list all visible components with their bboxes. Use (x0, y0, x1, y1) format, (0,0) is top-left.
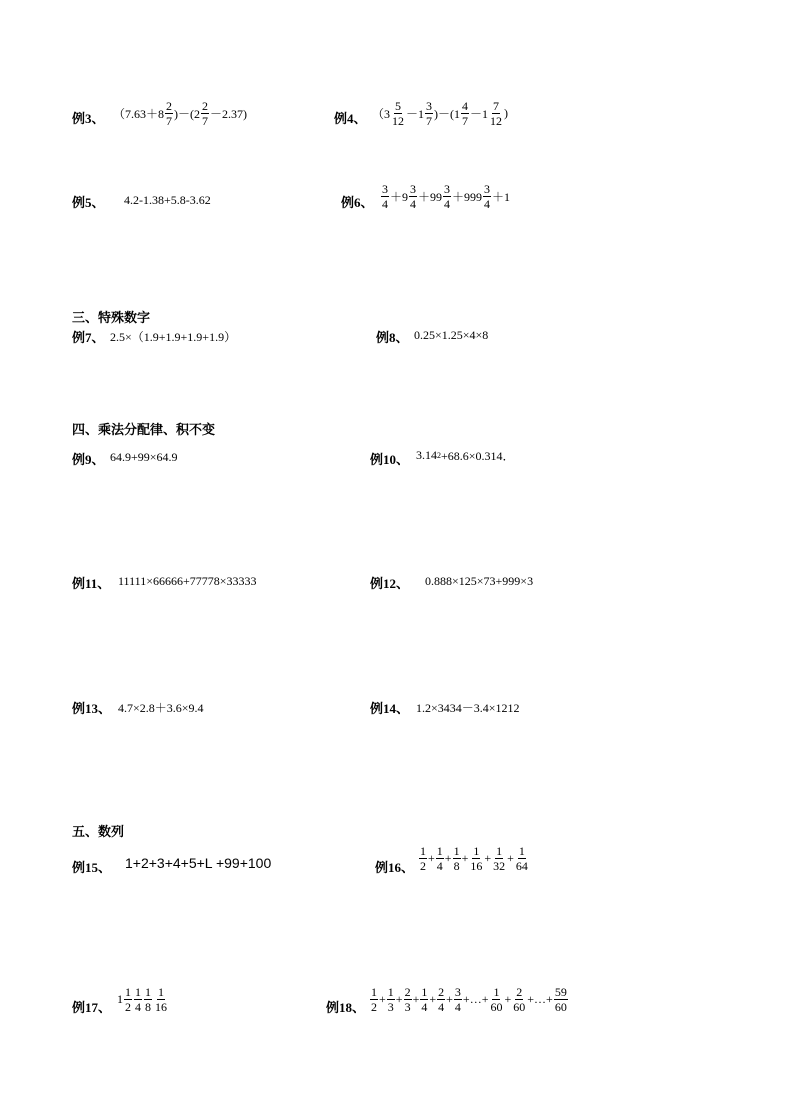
example-5-expression: 4.2-1.38+5.8-3.62 (124, 193, 211, 207)
fraction: $\frac{59}{60}$ (554, 985, 567, 1014)
fraction: $\frac{4}{7}$ (462, 99, 469, 128)
fraction: $\frac{1}{32}$ (493, 844, 506, 873)
fraction: $\frac{1}{16}$ (155, 985, 167, 1014)
fraction: $\frac{1}{2}$ (420, 844, 426, 873)
fraction: $\frac{2}{4}$ (438, 985, 445, 1014)
fraction: $\frac{3}{4}$ (454, 985, 461, 1014)
example-3-label: 例3、 (72, 111, 105, 126)
example-15-expression: 1+2+3+4+5+L +99+100 (125, 855, 272, 871)
example-17-label: 例17、 (72, 1000, 112, 1015)
example-14-expression: 1.2×3434－3.4×1212 (416, 701, 520, 715)
example-15-label: 例15、 (72, 860, 112, 875)
example-14-label: 例14、 (370, 701, 410, 716)
example-7-label: 例7、 (72, 330, 105, 345)
example-9-expression: 64.9+99×64.9 (110, 450, 178, 464)
fraction: $\frac{5}{12}$ (392, 99, 405, 128)
fraction: $\frac{3}{4}$ (410, 182, 417, 211)
example-12-label: 例12、 (370, 576, 410, 591)
fraction: $\frac{1}{60}$ (490, 985, 503, 1014)
fraction: $\frac{3}{4}$ (484, 182, 491, 211)
example-6-expression: $\frac{3}{4}$ ＋9 $\frac{3}{4}$ ＋99 $\frac{3}{4}$ ＋999 $\frac{3}{4}$ ＋1 (382, 182, 511, 211)
example-6-label: 例6、 (341, 195, 374, 210)
example-12-expression: 0.888×125×73+999×3 (425, 574, 534, 588)
fraction: $\frac{1}{2}$ (371, 985, 377, 1014)
example-11-expression: 11111×66666+77778×33333 (118, 574, 257, 588)
example-13-expression: 4.7×2.8＋3.6×9.4 (118, 701, 204, 715)
example-16-expression: $\frac{1}{2}$ + $\frac{1}{4}$ + $\frac{1}{8}$ + $\frac{1}{16}$ + $\frac{1}{32}$ + $\frac{1}{64}$ (420, 844, 528, 873)
example-5-label: 例5、 (72, 195, 105, 210)
fraction: $\frac{1}{2}$ (125, 985, 131, 1014)
example-8-expression: 0.25×1.25×4×8 (414, 328, 489, 342)
example-17-expression: 1 $\frac{1}{2}$ $\frac{1}{4}$ $\frac{1}{8}$ $\frac{1}{16}$ (117, 985, 167, 1014)
fraction: $\frac{1}{8}$ (453, 844, 460, 873)
section-5-heading: 五、数列 (72, 824, 125, 839)
example-4-label: 例4、 (334, 111, 367, 126)
fraction: $\frac{7}{12}$ (490, 99, 503, 128)
fraction: $\frac{1}{64}$ (515, 844, 528, 873)
example-10-label: 例10、 (370, 452, 410, 467)
fraction: $\frac{2}{7}$ (202, 99, 209, 128)
example-10-expression: 3.14 2 +68.6×0.314． (416, 448, 515, 463)
fraction: $\frac{2}{7}$ (166, 99, 173, 128)
fraction: $\frac{1}{16}$ (470, 844, 483, 873)
fraction: $\frac{3}{4}$ (444, 182, 451, 211)
section-3-heading: 三、特殊数字 (72, 310, 151, 325)
example-13-label: 例13、 (72, 701, 112, 716)
fraction: $\frac{1}{4}$ (135, 985, 141, 1014)
fraction: $\frac{3}{4}$ (382, 182, 388, 211)
example-8-label: 例8、 (376, 330, 409, 345)
fraction: $\frac{1}{3}$ (387, 985, 394, 1014)
example-18-expression: $\frac{1}{2}$ + $\frac{1}{3}$ + $\frac{2}{3}$ + $\frac{1}{4}$ + $\frac{2}{4}$ + $\frac{3}{4}$ + … + $\frac{1}{60}$ + $\frac{2}{60}$ + … + $\frac{59}{60}$ (371, 985, 567, 1014)
example-16-label: 例16、 (375, 860, 415, 875)
example-4-expression: （3 $\frac{5}{12}$ －1 $\frac{3}{7}$ )－(1 $\frac{4}{7}$ －1 $\frac{7}{12}$ ) (372, 99, 509, 128)
section-4-heading: 四、乘法分配律、积不变 (72, 422, 216, 437)
example-7-expression: 2.5×（1.9+1.9+1.9+1.9） (110, 330, 237, 344)
fraction: $\frac{1}{4}$ (436, 844, 443, 873)
fraction: $\frac{3}{7}$ (426, 99, 433, 128)
fraction: $\frac{1}{8}$ (145, 985, 151, 1014)
fraction: $\frac{2}{3}$ (404, 985, 411, 1014)
example-18-label: 例18、 (326, 1000, 366, 1015)
fraction: $\frac{1}{4}$ (421, 985, 428, 1014)
example-3-expression: （7.63＋8 $\frac{2}{7}$ )－(2 $\frac{2}{7}$ －2.37) (113, 99, 248, 128)
example-11-label: 例11、 (72, 576, 111, 591)
fraction: $\frac{2}{60}$ (513, 985, 526, 1014)
example-9-label: 例9、 (72, 452, 105, 467)
